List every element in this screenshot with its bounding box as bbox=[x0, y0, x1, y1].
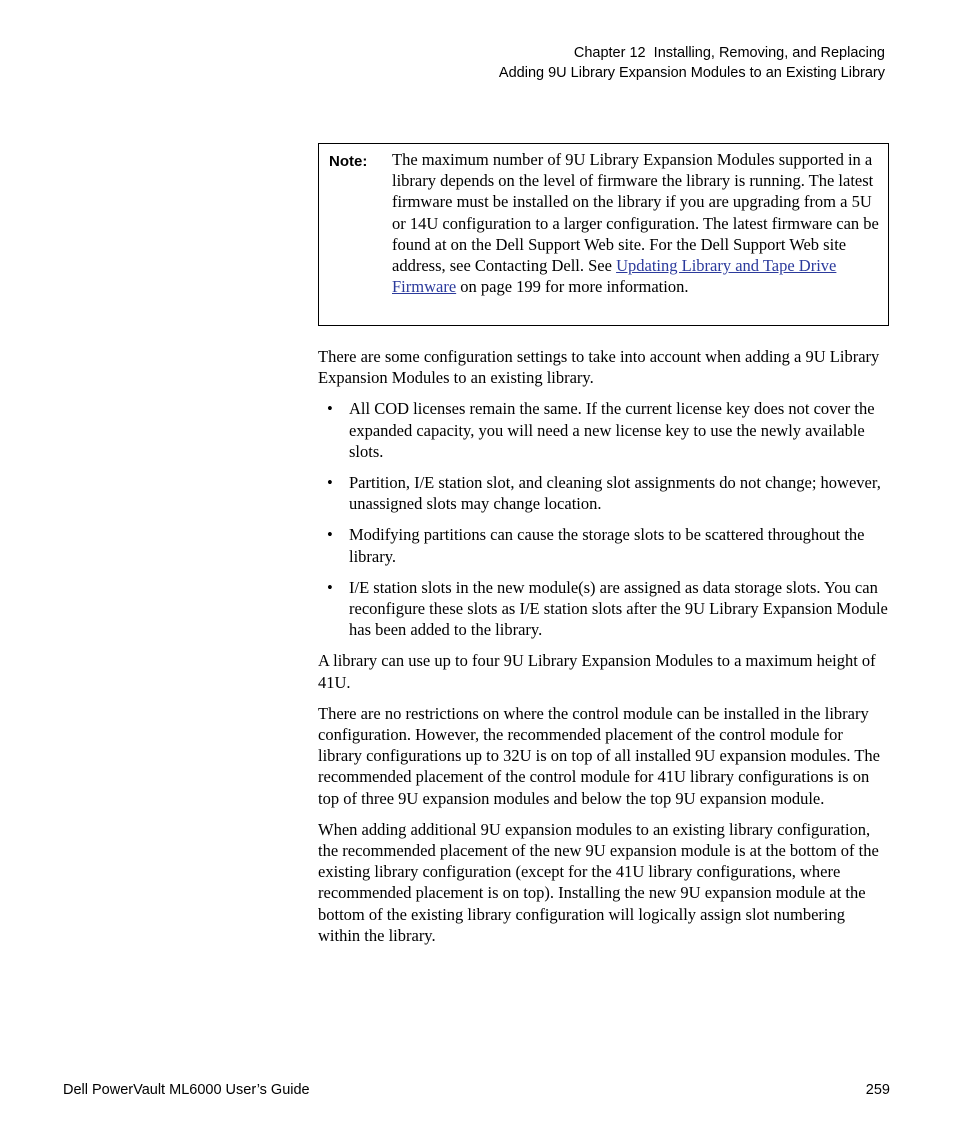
note-label: Note: bbox=[329, 153, 368, 170]
bullet-icon: • bbox=[327, 577, 333, 597]
list-item bbox=[318, 524, 890, 566]
list-item bbox=[318, 577, 890, 641]
list-item-text: I/E station slots in the new module(s) are assigned as data storage slots. You can reconfigure these slots as I/E station slots after the 9U Library Expansion Module has been added to the library. bbox=[349, 577, 888, 640]
note-text-before-link: The maximum number of 9U Library Expansion Modules supported in a library depends on the level of firmware the library is running. The latest firmware must be installed on the library if you are upgrading from a 5U or 14U configuration to a larger configuration. The latest firmware can be found at on the Dell Support Web site. For the Dell Support Web site address, see Contacting Dell. See bbox=[392, 150, 879, 276]
bullet-icon: • bbox=[327, 473, 333, 493]
control-module-paragraph: There are no restrictions on where the control module can be installed in the library configuration. However, the recommended placement of the control module for library configurations up to 32U is on top of all installed 9U expansion modules. The recommended placement of the control module for 41U library configurations is on top of three 9U expansion modules and below the top 9U expansion module. bbox=[318, 703, 880, 808]
bullet-icon: • bbox=[327, 399, 333, 419]
page-header bbox=[499, 43, 885, 83]
note-text bbox=[392, 149, 882, 297]
list-item-text: Modifying partitions can cause the storage slots to be scattered throughout the library. bbox=[349, 525, 865, 566]
chapter-title: Chapter 12 Installing, Removing, and Replacing bbox=[573, 45, 885, 61]
note-box bbox=[318, 143, 889, 326]
section-title: Adding 9U Library Expansion Modules to an Existing Library bbox=[498, 65, 885, 81]
intro-paragraph: There are some configuration settings to take into account when adding a 9U Library Expansion Modules to an existing library. bbox=[318, 347, 880, 388]
list-item-text: Partition, I/E station slot, and cleaning slot assignments do not change; however, unassigned slots may change location. bbox=[349, 473, 881, 514]
max-height-paragraph: A library can use up to four 9U Library Expansion Modules to a maximum height of 41U. bbox=[318, 651, 876, 692]
list-item bbox=[318, 472, 890, 514]
page-number: 259 bbox=[865, 1082, 890, 1098]
settings-list bbox=[318, 398, 890, 640]
firmware-update-link[interactable]: Updating Library and Tape Drive Firmware bbox=[392, 256, 837, 297]
bullet-icon: • bbox=[327, 525, 333, 545]
main-content bbox=[318, 346, 890, 956]
note-text-after-link: on page 199 for more information. bbox=[456, 277, 689, 297]
list-item bbox=[318, 398, 890, 462]
list-item-text: All COD licenses remain the same. If the current license key does not cover the expanded capacity, you will need a new license key to use the newly available slots. bbox=[349, 399, 875, 461]
footer-guide-title: Dell PowerVault ML6000 User’s Guide bbox=[63, 1082, 310, 1098]
adding-modules-paragraph: When adding additional 9U expansion modules to an existing library configuration, the recommended placement of the new 9U expansion module is at the bottom of the existing library configuration (except for the 41U library configurations, where recommended placement is on top). Installing the new 9U expansion module at the bottom of the existing library configuration will logically assign slot numbering within the library. bbox=[318, 819, 879, 945]
